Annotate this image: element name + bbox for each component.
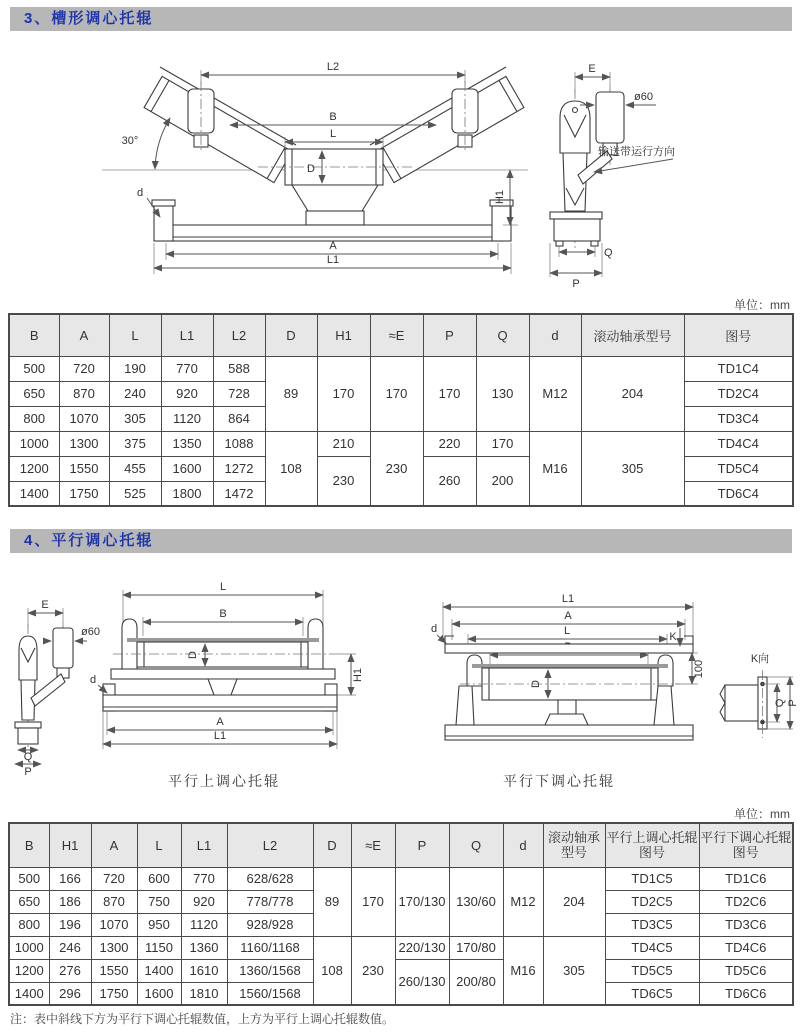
dim-P-label: P <box>24 766 32 778</box>
header-line: 型号 <box>560 845 587 861</box>
dim-100-label: 100 <box>693 659 705 679</box>
table-cell: 190 <box>109 356 161 381</box>
dim-B-label: B <box>329 111 337 123</box>
dim-B-label: B <box>219 608 227 620</box>
table-cell: 276 <box>49 959 91 982</box>
table-cell: 920 <box>161 381 213 406</box>
header-cell: Q <box>449 823 503 867</box>
table-cell: TD4C5 <box>605 936 699 959</box>
dim-H1-label: H1 <box>352 667 364 683</box>
table-cell: 720 <box>91 867 137 890</box>
header-cell: d <box>503 823 543 867</box>
table-note: 注：表中斜线下方为平行下调心托辊数值，上方为平行上调心托辊数值。 <box>10 1012 395 1026</box>
table-cell: 240 <box>109 381 161 406</box>
dim-A-label: A <box>564 610 572 622</box>
table-cell: 170/130 <box>395 867 449 936</box>
table-cell: M16 <box>529 431 581 506</box>
table-cell: 230 <box>370 431 423 506</box>
table-cell: 305 <box>543 936 605 1005</box>
table-cell: 720 <box>59 356 109 381</box>
table-cell: 296 <box>49 982 91 1005</box>
table-cell: 1472 <box>213 481 265 506</box>
table-cell: 770 <box>181 867 227 890</box>
dim-d-label: d <box>89 674 97 686</box>
table-cell: 260/130 <box>395 959 449 1005</box>
table-cell: 305 <box>581 431 684 506</box>
table-cell: TD1C5 <box>605 867 699 890</box>
table-cell: 246 <box>49 936 91 959</box>
table-row <box>9 867 793 890</box>
table-cell: 1120 <box>181 913 227 936</box>
table-cell: 220 <box>423 431 476 456</box>
table-cell: 600 <box>137 867 181 890</box>
header-cell: A <box>59 314 109 356</box>
dim-Q-label: Q <box>604 247 613 259</box>
table-cell: 500 <box>9 867 49 890</box>
parallel-idler-table <box>8 822 794 1006</box>
table-cell: 196 <box>49 913 91 936</box>
table-cell: 1550 <box>59 456 109 481</box>
table-cell: 1750 <box>59 481 109 506</box>
table-cell: 1120 <box>161 406 213 431</box>
table-cell: TD3C6 <box>699 913 793 936</box>
dim-L-label: L <box>329 128 337 140</box>
dim-D-label: D <box>187 651 199 659</box>
table-cell: 628/628 <box>227 867 313 890</box>
table-cell: TD5C5 <box>605 959 699 982</box>
header-cell <box>543 823 605 867</box>
header-line: 平行上调心托辊 <box>606 830 698 846</box>
trough-idler-side-drawing <box>530 45 730 300</box>
table-cell: 170 <box>476 431 529 456</box>
table-cell: 728 <box>213 381 265 406</box>
table-cell: 305 <box>109 406 161 431</box>
dim-A-label: A <box>216 716 224 728</box>
table-cell: 1750 <box>91 982 137 1005</box>
table-cell: 800 <box>9 913 49 936</box>
dim-H1-label: H1 <box>494 189 506 205</box>
table-cell: 1400 <box>137 959 181 982</box>
dim-P-label: P <box>787 699 799 707</box>
table-cell: 170/80 <box>449 936 503 959</box>
dim-L1-label: L1 <box>213 730 227 742</box>
table-cell: 230 <box>351 936 395 1005</box>
header-cell: L <box>109 314 161 356</box>
table-cell: 170 <box>423 356 476 431</box>
header-cell: H1 <box>49 823 91 867</box>
table-cell: 108 <box>265 431 317 506</box>
table-cell: 170 <box>370 356 423 431</box>
table-cell: 1200 <box>9 456 59 481</box>
dim-E-label: E <box>41 599 49 611</box>
table-cell: 108 <box>313 936 351 1005</box>
dim-d-label: d <box>430 623 438 635</box>
section3-title-bar: 3、槽形调心托辊 <box>10 7 792 31</box>
dim-A-label: A <box>329 240 337 252</box>
table-cell: 870 <box>91 890 137 913</box>
lower-idler-caption: 平行下调心托辊 <box>503 773 615 789</box>
table-cell: 170 <box>351 867 395 936</box>
header-cell: H1 <box>317 314 370 356</box>
table-cell: 650 <box>9 381 59 406</box>
header-cell: B <box>9 823 49 867</box>
unit-label-1: 单位：mm <box>734 298 790 312</box>
table-cell: 650 <box>9 890 49 913</box>
dim-angle-label: 30° <box>121 135 139 147</box>
table-row <box>9 936 793 959</box>
header-cell: L1 <box>161 314 213 356</box>
table-cell: 170 <box>317 356 370 431</box>
header-cell: B <box>9 314 59 356</box>
header-line: 图号 <box>732 845 759 861</box>
table-cell: TD2C4 <box>684 381 793 406</box>
table-cell: 210 <box>317 431 370 456</box>
table-cell: TD3C5 <box>605 913 699 936</box>
table-cell: M12 <box>503 867 543 936</box>
table-cell: 1550 <box>91 959 137 982</box>
trough-idler-table <box>8 313 794 507</box>
dim-E-label: E <box>588 63 596 75</box>
table-cell: TD6C4 <box>684 481 793 506</box>
table-cell: 1160/1168 <box>227 936 313 959</box>
header-cell: A <box>91 823 137 867</box>
table-cell: 1610 <box>181 959 227 982</box>
table-cell: 1300 <box>91 936 137 959</box>
table-cell: 200 <box>476 456 529 506</box>
header-cell: d <box>529 314 581 356</box>
header-line: 滚动轴承 <box>547 830 600 846</box>
table-cell: 800 <box>9 406 59 431</box>
upper-idler-caption: 平行上调心托辊 <box>168 773 280 789</box>
table-cell: TD2C5 <box>605 890 699 913</box>
table-cell: 130 <box>476 356 529 431</box>
header-cell: ≈E <box>370 314 423 356</box>
table-cell: 1400 <box>9 481 59 506</box>
table-cell: 1000 <box>9 936 49 959</box>
header-cell <box>699 823 793 867</box>
table-cell: TD5C6 <box>699 959 793 982</box>
table-cell: 870 <box>59 381 109 406</box>
dim-Q-label: Q <box>774 698 786 708</box>
table-cell: 920 <box>181 890 227 913</box>
table-cell: 950 <box>137 913 181 936</box>
table-cell: 204 <box>543 867 605 936</box>
table-row <box>9 431 793 456</box>
header-row <box>9 314 793 356</box>
table-cell: TD3C4 <box>684 406 793 431</box>
header-cell: L1 <box>181 823 227 867</box>
table-cell: 1070 <box>59 406 109 431</box>
table-cell: TD4C6 <box>699 936 793 959</box>
dim-L-label: L <box>563 625 571 637</box>
header-cell: L2 <box>213 314 265 356</box>
table-cell: 130/60 <box>449 867 503 936</box>
table-cell: TD2C6 <box>699 890 793 913</box>
table-cell: 166 <box>49 867 91 890</box>
dim-L1-label: L1 <box>561 593 575 605</box>
table-cell: TD6C6 <box>699 982 793 1005</box>
table-cell: 89 <box>313 867 351 936</box>
unit-label-2: 单位：mm <box>734 807 790 821</box>
table-cell: M16 <box>503 936 543 1005</box>
table-cell: 1200 <box>9 959 49 982</box>
header-cell: D <box>265 314 317 356</box>
table-cell: TD1C6 <box>699 867 793 890</box>
dim-L1-label: L1 <box>326 254 340 266</box>
table-cell: TD6C5 <box>605 982 699 1005</box>
table-cell: 1800 <box>161 481 213 506</box>
header-line: 平行下调心托辊 <box>700 830 792 846</box>
table-cell: 1360/1568 <box>227 959 313 982</box>
table-cell: 864 <box>213 406 265 431</box>
table-row <box>9 356 793 381</box>
table-cell: 1070 <box>91 913 137 936</box>
header-line: 图号 <box>638 845 665 861</box>
table-cell: 525 <box>109 481 161 506</box>
dim-D-label: D <box>307 163 315 175</box>
trough-idler-front-drawing <box>100 45 530 300</box>
header-cell: ≈E <box>351 823 395 867</box>
table-cell: M12 <box>529 356 581 431</box>
table-cell: 1088 <box>213 431 265 456</box>
belt-direction-label: 输送带运行方向 <box>598 146 675 158</box>
header-cell: P <box>395 823 449 867</box>
table-cell: 1350 <box>161 431 213 456</box>
table-cell: 778/778 <box>227 890 313 913</box>
dim-dia60-label: ø60 <box>81 626 100 638</box>
parallel-upper-idler-drawing <box>15 578 438 783</box>
table-cell: 500 <box>9 356 59 381</box>
table-cell: 220/130 <box>395 936 449 959</box>
dim-dia60-label: ø60 <box>634 91 653 103</box>
table-cell: 1300 <box>59 431 109 456</box>
table-cell: 750 <box>137 890 181 913</box>
header-cell: 图号 <box>684 314 793 356</box>
view-K-direction-label: K向 <box>750 653 770 665</box>
dim-L-label: L <box>219 581 227 593</box>
table-cell: 260 <box>423 456 476 506</box>
table-cell: 200/80 <box>449 959 503 1005</box>
table-cell: 375 <box>109 431 161 456</box>
table-cell: 1810 <box>181 982 227 1005</box>
table-cell: TD5C4 <box>684 456 793 481</box>
header-cell: D <box>313 823 351 867</box>
parallel-lower-idler-drawing <box>430 582 800 777</box>
header-cell <box>605 823 699 867</box>
view-K-label: K <box>669 631 677 643</box>
dim-D-label: D <box>530 680 542 688</box>
header-cell: L2 <box>227 823 313 867</box>
table-row <box>9 959 793 982</box>
table-cell: TD4C4 <box>684 431 793 456</box>
header-cell: P <box>423 314 476 356</box>
dim-L2-label: L2 <box>326 61 340 73</box>
table-cell: 230 <box>317 456 370 506</box>
table-cell: 1600 <box>161 456 213 481</box>
table-cell: 928/928 <box>227 913 313 936</box>
table-cell: 204 <box>581 356 684 431</box>
table-cell: 1360 <box>181 936 227 959</box>
table-cell: 89 <box>265 356 317 431</box>
table-cell: 1400 <box>9 982 49 1005</box>
table-cell: 1000 <box>9 431 59 456</box>
table-cell: 455 <box>109 456 161 481</box>
table-cell: TD1C4 <box>684 356 793 381</box>
table-cell: 186 <box>49 890 91 913</box>
header-cell: Q <box>476 314 529 356</box>
header-row <box>9 823 793 867</box>
table-cell: 1150 <box>137 936 181 959</box>
dim-d-label: d <box>136 187 144 199</box>
dim-P-label: P <box>572 278 580 290</box>
header-cell: 滚动轴承型号 <box>581 314 684 356</box>
table-cell: 1600 <box>137 982 181 1005</box>
table-cell: 770 <box>161 356 213 381</box>
table-cell: 1560/1568 <box>227 982 313 1005</box>
header-cell: L <box>137 823 181 867</box>
section4-title-bar: 4、平行调心托辊 <box>10 529 792 553</box>
table-cell: 1272 <box>213 456 265 481</box>
table-cell: 588 <box>213 356 265 381</box>
dim-Q-label: Q <box>23 751 33 763</box>
